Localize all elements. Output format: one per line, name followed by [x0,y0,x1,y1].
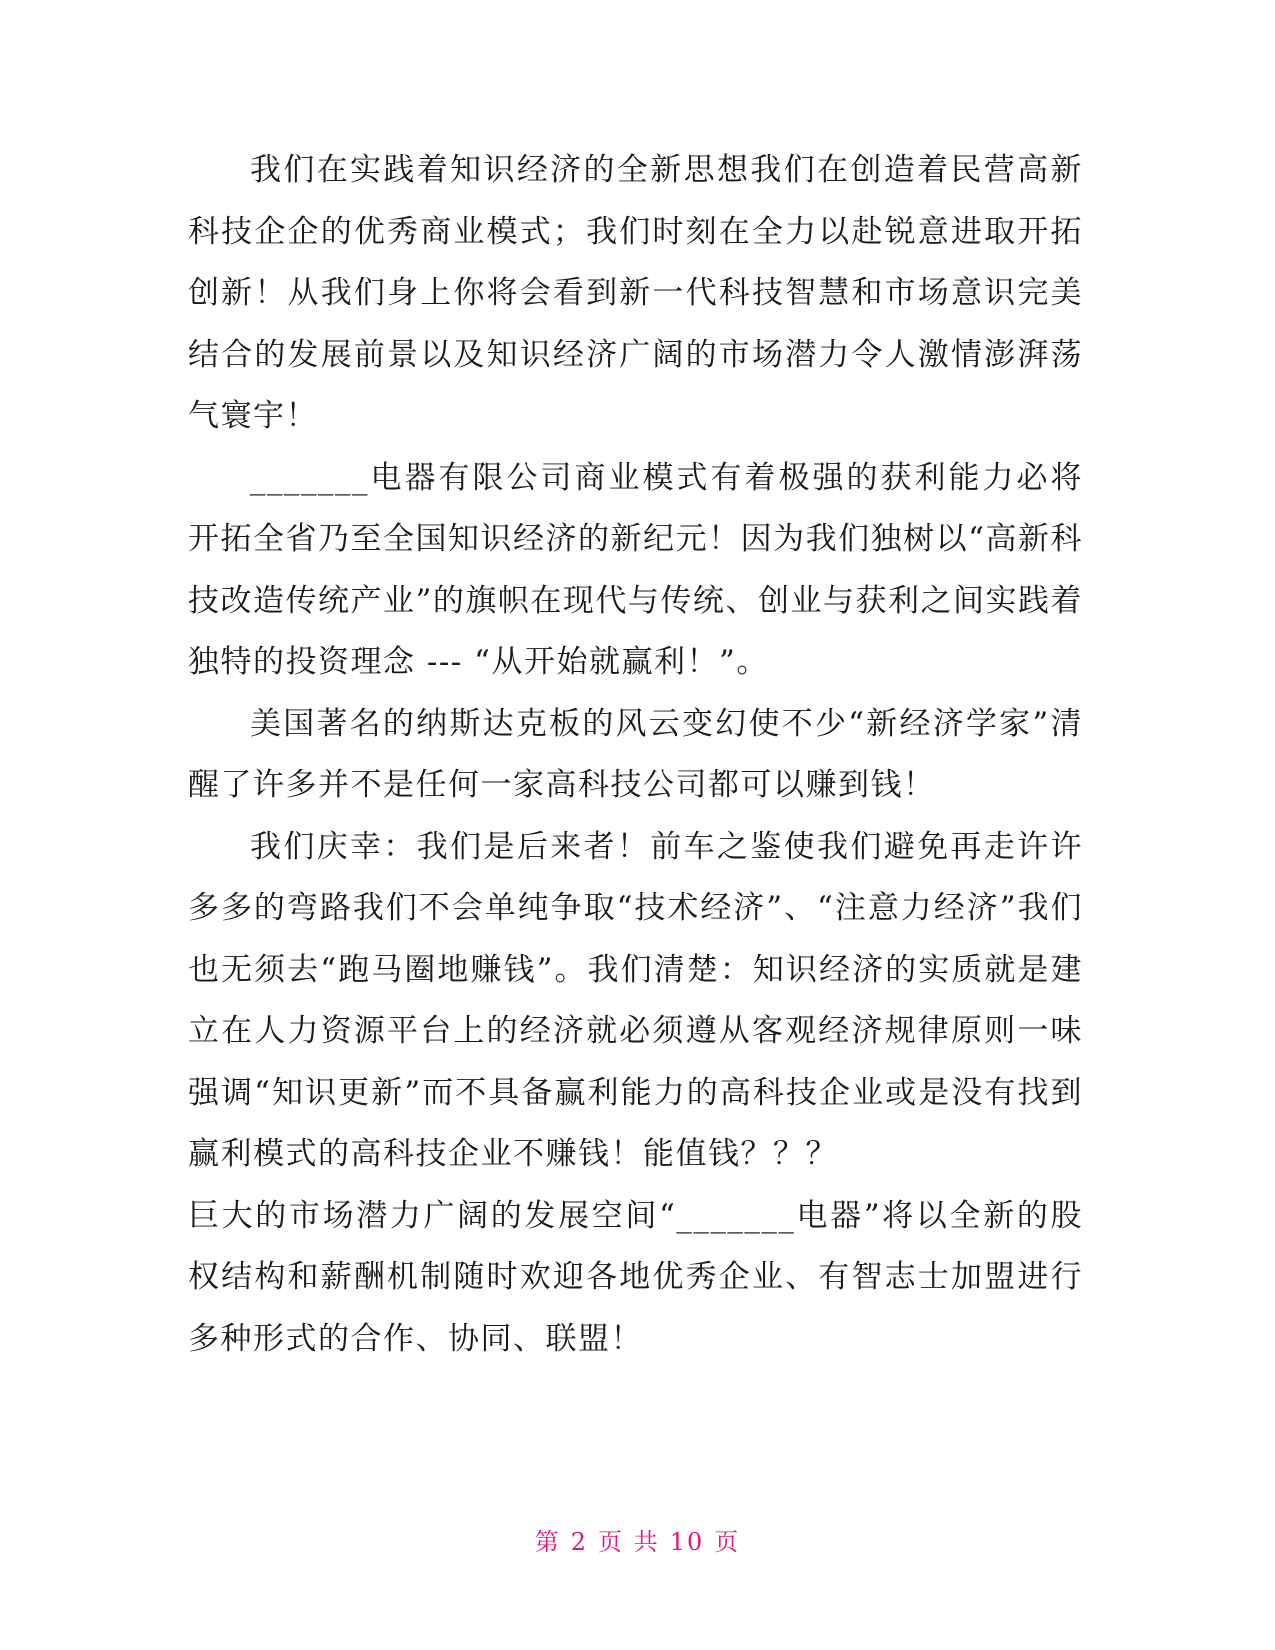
paragraph-2: _______电器有限公司商业模式有着极强的获利能力必将开拓全省乃至全国知识经济的新纪元！因为我们独树以“高新科技改造传统产业”的旗帜在现代与传统、创业与获利之间实践着独特的投资理念 --- “从开始就赢利！”。 [188,459,1083,680]
page-footer [0,1522,1275,1557]
paragraph-4: 我们庆幸：我们是后来者！前车之鉴使我们避免再走许许多多的弯路我们不会单纯争取“技术经济”、“注意力经济”我们也无须去“跑马圈地赚钱”。我们清楚：知识经济的实质就是建立在人力资源平台上的经济就必须遵从客观经济规律原则一味强调“知识更新”而不具备赢利能力的高科技企业或是没有找到赢利模式的高科技企业不赚钱！能值钱？？？ [188,828,1083,1172]
paragraph-1: 我们在实践着知识经济的全新思想我们在创造着民营高新科技企企的优秀商业模式；我们时刻在全力以赴锐意进取开拓创新！从我们身上你将会看到新一代科技智慧和市场意识完美结合的发展前景以及知识经济广阔的市场潜力令人激情澎湃荡气寰宇！ [188,152,1083,434]
footer-suffix: 页 [714,1528,741,1556]
footer-middle: 页 共 [598,1528,660,1556]
footer-current-page: 2 [570,1528,589,1556]
paragraph-3: 美国著名的纳斯达克板的风云变幻使不少“新经济学家”清醒了许多并不是任何一家高科技公司都可以赚到钱！ [188,705,1083,803]
footer-prefix: 第 [534,1528,561,1556]
paragraph-5: 巨大的市场潜力广阔的发展空间“_______电器”将以全新的股权结构和薪酬机制随时欢迎各地优秀企业、有智志士加盟进行多种形式的合作、协同、联盟！ [188,1197,1083,1357]
document-body [188,140,1083,1370]
footer-total-pages: 10 [669,1528,705,1556]
